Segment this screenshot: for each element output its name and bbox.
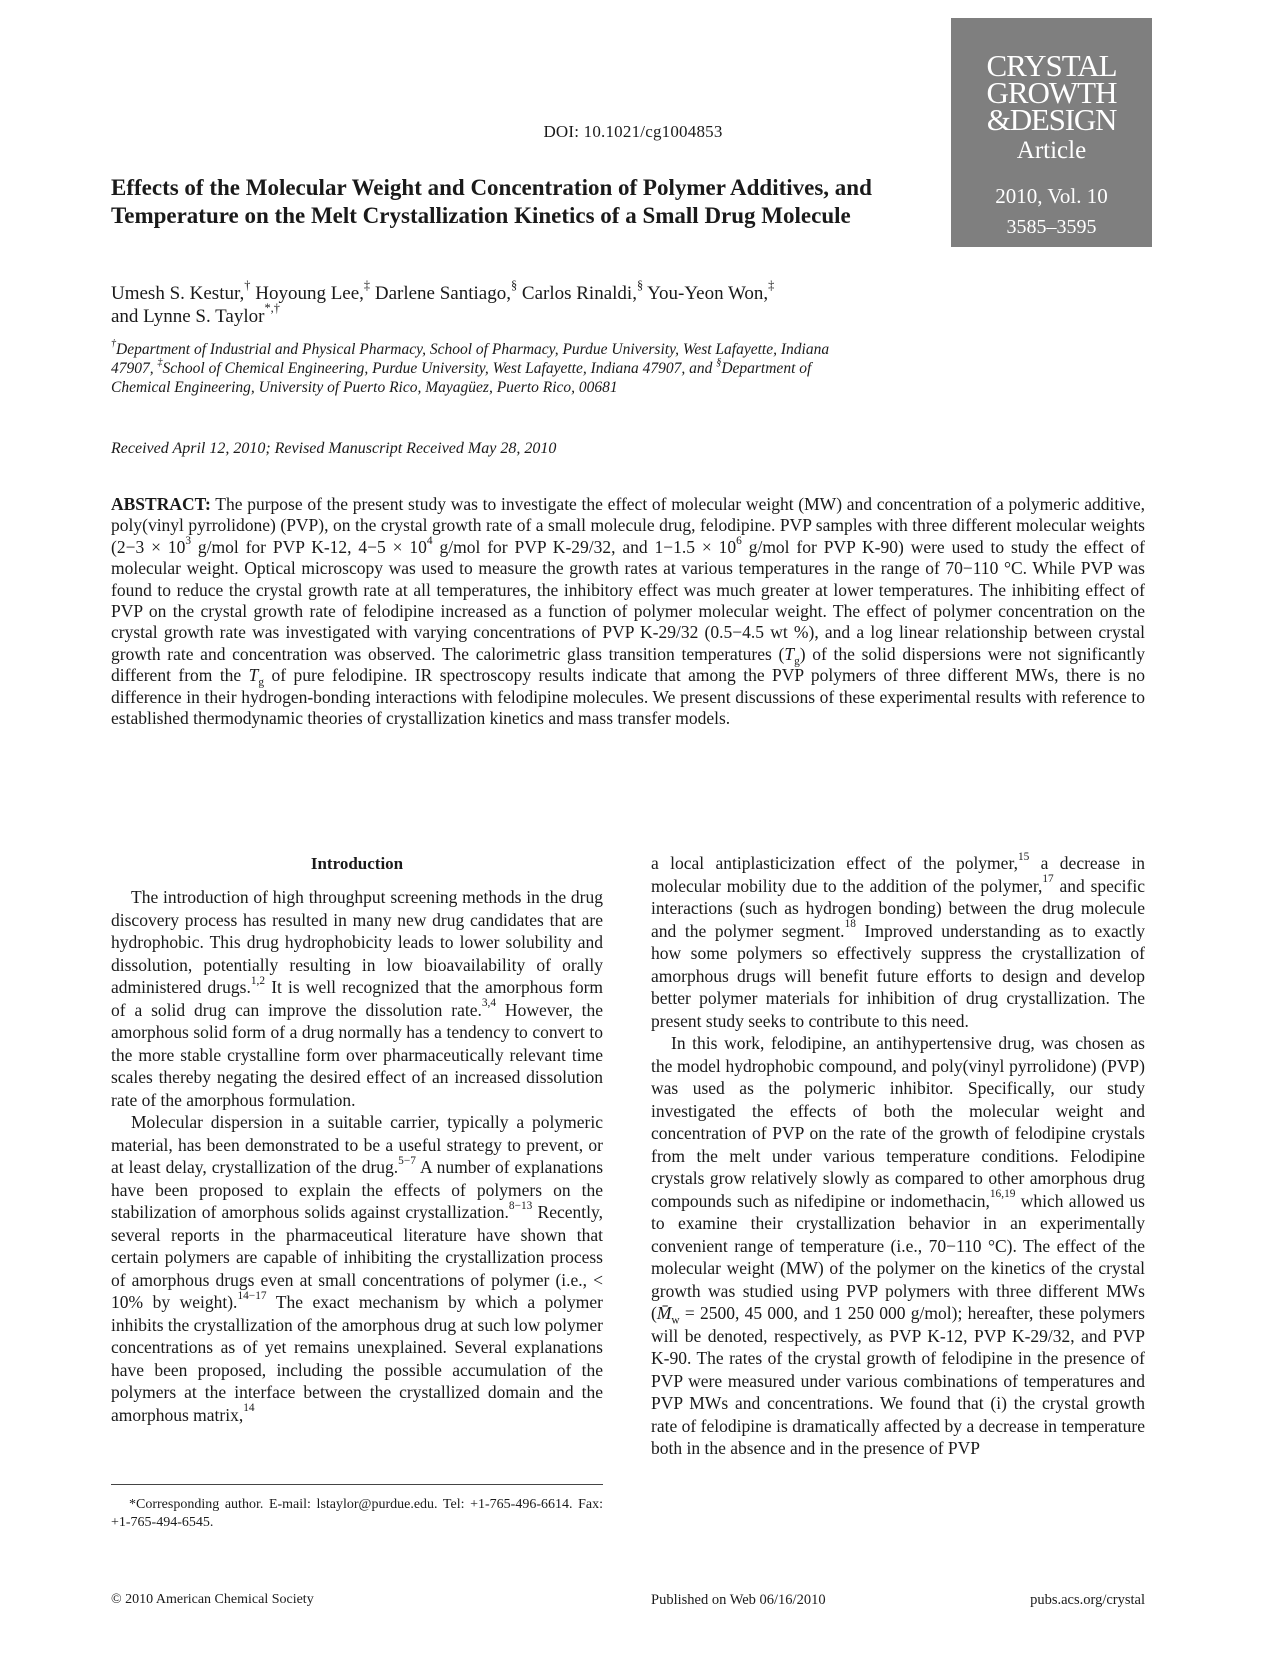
paragraph-text: and specific interactions (such as hydrogen bonding) between the drug molecule and the polymer segment.: [651, 875, 1145, 941]
symbol-mw: M̄: [656, 1303, 672, 1323]
received-dates: Received April 12, 2010; Revised Manuscript Received May 28, 2010: [111, 440, 557, 457]
affiliation-mark: ‡: [363, 278, 371, 293]
affiliations: [111, 337, 871, 397]
paragraph-text: = 2500, 45 000, and 1 250 000 g/mol); hereafter, these polymers will be denoted, respectively, as PVP K-12, PVP K-29/32, and PVP K-90. The rates of the crystal growth of felodipine in the presence of PVP were measured under various combinations of temperatures and PVP MWs and concentrations. We found that (i) the crystal growth rate of felodipine is dramatically affected by a decrease in temperature both in the absence and in the presence of PVP: [651, 1303, 1145, 1458]
corresponding-author-footnote: *Corresponding author. E-mail: lstaylor@purdue.edu. Tel: +1-765-496-6614. Fax: +1-765-494-6545.: [111, 1497, 603, 1530]
exponent: 4: [426, 534, 433, 547]
subscript: g: [794, 655, 800, 668]
citation-ref[interactable]: 15: [1017, 850, 1030, 863]
journal-year-volume: 2010, Vol. 10: [995, 184, 1108, 208]
affiliation-mark: ‡: [768, 278, 775, 293]
subscript: g: [258, 676, 265, 689]
symbol-tg: T: [248, 665, 259, 686]
journal-url[interactable]: pubs.acs.org/crystal: [1030, 1592, 1145, 1608]
citation-ref[interactable]: 1,2: [250, 974, 266, 987]
affiliation-text: Department of Industrial and Physical Pharmacy, School of Pharmacy, Purdue University, West Lafayette, Indiana 47907,: [111, 341, 830, 377]
abstract: [111, 494, 1145, 729]
citation-ref[interactable]: 17: [1042, 873, 1054, 886]
paragraph-text: The introduction of high throughput screening methods in the drug discovery process has resulted in many new drug candidates that are hydrophobic. This drug hydrophobicity leads to lower solubility and dissolution, potentially resulting in low bioavailability of orally administered drugs.: [111, 887, 603, 997]
citation-ref[interactable]: 8−13: [508, 1199, 533, 1212]
author-list: [111, 278, 891, 328]
paragraph-text: The exact mechanism by which a polymer inhibits the crystallization of the amorphous drug at such low polymer concentrations as of yet remains unexplained. Several explanations have been proposed, including the possible accumulation of the polymers at the interface between the crystallized domain and the amorphous matrix,: [111, 1292, 603, 1425]
exponent: 3: [185, 534, 192, 547]
abstract-text: g/mol for PVP K-12, 4−5 × 10: [191, 536, 427, 557]
abstract-text: g/mol for PVP K-90) were used to study the effect of molecular weight. Optical microscopy was used to measure the growth rates at various temperatures in the range of 70−110 °C. While PVP was found to reduce the crystal growth rate at all temperatures, the inhibitory effect was much greater at lower temperatures. The inhibiting effect of PVP on the crystal growth rate of felodipine increased as a function of polymer molecular weight. The effect of polymer concentration on the crystal growth rate was investigated with varying concentrations of PVP K-29/32 (0.5−4.5 wt %), and a log linear relationship between crystal growth rate and concentration was observed. The calorimetric glass transition temperatures (: [111, 536, 1146, 664]
affiliation-text: Department of Chemical Engineering, University of Puerto Rico, Mayagüez, Puerto Rico, 00681: [111, 360, 812, 396]
paragraph-text: However, the amorphous solid form of a drug normally has a tendency to convert to the more stable crystalline form over pharmaceutically relevant time scales thereby negating the desired effect of an increased dissolution rate of the amorphous formulation.: [111, 999, 604, 1110]
paragraph-text: A number of explanations have been proposed to explain the effects of polymers on the stabilization of amorphous solids against crystallization.: [111, 1157, 603, 1222]
journal-logo-box: [951, 18, 1152, 247]
symbol-tg: T: [784, 643, 795, 664]
paragraph: [651, 1032, 1145, 1460]
copyright: © 2010 American Chemical Society: [111, 1592, 314, 1607]
author-name: and Lynne S. Taylor: [111, 306, 265, 327]
paragraph-text: In this work, felodipine, an antihypertensive drug, was chosen as the model hydrophobic compound, and poly(vinyl pyrrolidone) (PVP) was used as the polymeric inhibitor. Specifically, our study investigated the effects of both the molecular weight and concentration of PVP on the rate of the growth of felodipine crystals from the melt under various temperature conditions. Felodipine crystals grow relatively slowly as compared to other amorphous drug compounds such as nifedipine or indomethacin,: [651, 1033, 1145, 1211]
citation-ref[interactable]: 14: [243, 1402, 255, 1415]
paragraph-text: Molecular dispersion in a suitable carrier, typically a polymeric material, has been demonstrated to be a useful strategy to prevent, or at least delay, crystallization of the drug.: [111, 1112, 603, 1177]
affiliation-mark: §: [636, 278, 644, 293]
citation-ref[interactable]: 18: [844, 918, 856, 931]
abstract-text: The purpose of the present study was to investigate the effect of molecular weight (MW) and concentration of a polymeric additive, poly(vinyl pyrrolidone) (PVP), on the crystal growth rate of a small molecule drug, felodipine. PVP samples with three different molecular weights (2−3 × 10: [111, 494, 1145, 557]
citation-ref[interactable]: 3,4: [481, 997, 497, 1010]
paragraph-text: a local antiplasticization effect of the polymer,: [651, 853, 1018, 873]
body-column-right: [651, 852, 1145, 1460]
paragraph-text: Improved understanding as to exactly how some polymers so effectively suppress the crystallization of amorphous drugs will benefit future efforts to design and develop better polymer materials for inhibition of drug crystallization. The present study seeks to contribute to this need.: [651, 920, 1145, 1031]
affiliation-mark: ‡: [157, 356, 163, 368]
author-name: Umesh S. Kestur,: [111, 283, 245, 304]
author-name: You-Yeon Won,: [643, 283, 769, 304]
affiliation-mark: §: [510, 278, 518, 293]
article-type: Article: [1016, 137, 1087, 164]
affiliation-mark: †: [244, 278, 251, 293]
abstract-text: g/mol for PVP K-29/32, and 1−1.5 × 10: [432, 536, 737, 557]
citation-ref[interactable]: 5−7: [398, 1154, 416, 1167]
abstract-label: ABSTRACT:: [111, 494, 211, 514]
paragraph-text: It is well recognized that the amorphous form of a solid drug can improve the dissolution rate.: [111, 977, 604, 1020]
citation-ref[interactable]: 16,19: [989, 1188, 1016, 1201]
author-name: Darlene Santiago,: [370, 283, 511, 304]
paragraph-text: Recently, several reports in the pharmaceutical literature have shown that certain polymers are capable of inhibiting the crystallization process of amorphous drugs even at small concentrations of polymer (i.e., < 10% by weight).: [111, 1202, 603, 1312]
doi[interactable]: DOI: 10.1021/cg1004853: [543, 122, 723, 141]
body-column-left: [111, 852, 603, 1426]
affiliation-mark: *,†: [264, 301, 280, 316]
paragraph-text: a decrease in molecular mobility due to the addition of the polymer,: [651, 853, 1145, 896]
subscript: w: [671, 1314, 680, 1327]
abstract-text: of pure felodipine. IR spectroscopy results indicate that among the PVP polymers of three different MWs, there is no difference in their hydrogen-bonding interactions with felodipine molecules. We present discussions of these experimental results with reference to established thermodynamic theories of crystallization kinetics and mass transfer models.: [111, 665, 1145, 729]
affiliation-mark: §: [716, 356, 722, 368]
abstract-text: ) of the solid dispersions were not significantly different from the: [111, 643, 1146, 686]
paragraph: [651, 852, 1145, 1032]
author-name: Carlos Rinaldi,: [517, 283, 637, 304]
author-name: Hoyoung Lee,: [250, 283, 364, 304]
paragraph-text: which allowed us to examine their crystallization behavior in an experimentally convenient range of temperature (i.e., 70−110 °C). The effect of the molecular weight (MW) of the polymer on the kinetics of the crystal growth was studied using PVP polymers with three different MWs (: [651, 1190, 1145, 1323]
journal-name-line-1: CRYSTAL: [986, 48, 1117, 83]
journal-name-line-3: &DESIGN: [986, 102, 1117, 137]
paragraph: [111, 1111, 603, 1426]
citation-ref[interactable]: 14−17: [237, 1289, 267, 1302]
article-title: Effects of the Molecular Weight and Concentration of Polymer Additives, and Temperature on the Melt Crystallization Kinetics of a Small Drug Molecule: [111, 175, 872, 228]
affiliation-mark: †: [111, 337, 117, 349]
footnote-divider: [111, 1484, 603, 1485]
journal-name-line-2: GROWTH: [986, 75, 1117, 110]
section-heading-introduction: Introduction: [310, 854, 404, 873]
publication-date: Published on Web 06/16/2010: [651, 1592, 826, 1608]
paragraph: [111, 886, 603, 1111]
journal-pages: 3585–3595: [1006, 216, 1097, 238]
affiliation-text: School of Chemical Engineering, Purdue University, West Lafayette, Indiana 47907, and: [162, 360, 717, 377]
exponent: 6: [736, 534, 742, 547]
